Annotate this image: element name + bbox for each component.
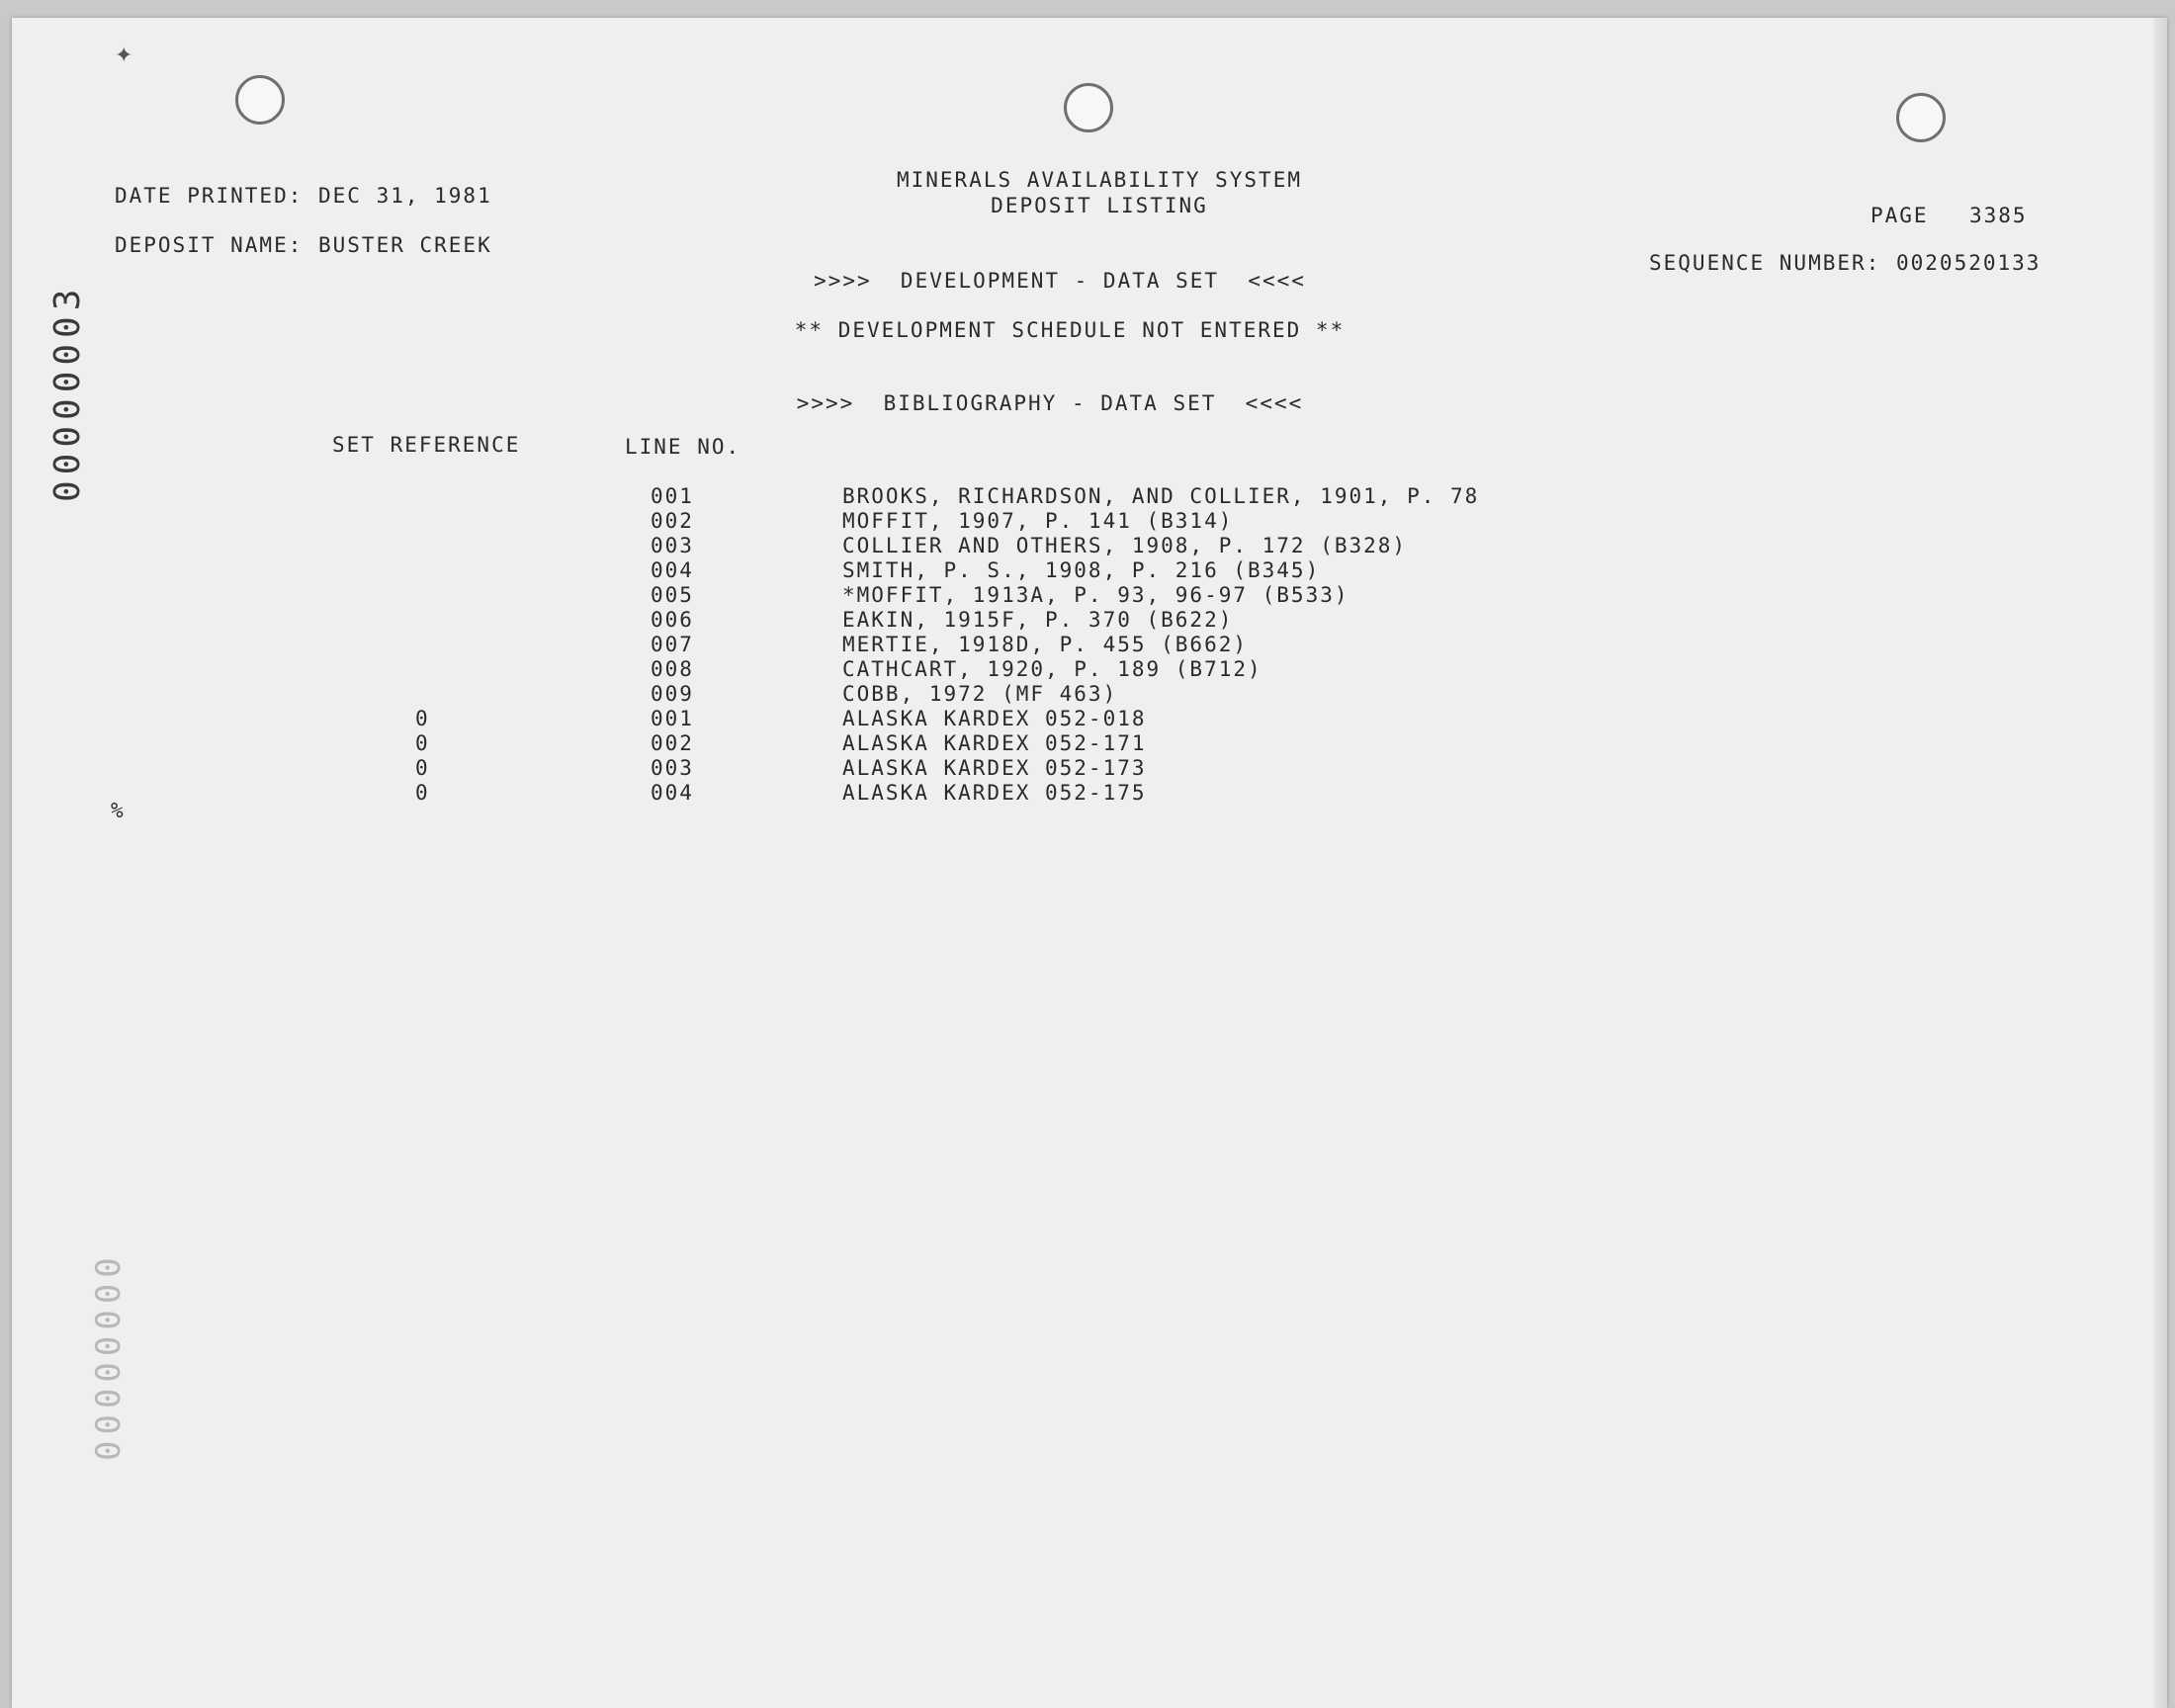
punch-hole-center <box>1064 83 1113 132</box>
set-reference-cell: 0 <box>415 707 430 730</box>
development-note: ** DEVELOPMENT SCHEDULE NOT ENTERED ** <box>794 318 1346 342</box>
table-row <box>12 733 1594 758</box>
sequence-number-label: SEQUENCE NUMBER: <box>1649 251 1881 275</box>
table-row <box>12 783 1594 808</box>
table-row <box>12 659 1594 684</box>
line-number-cell: 005 <box>651 583 694 607</box>
table-row <box>12 758 1594 783</box>
development-heading: >>>> DEVELOPMENT - DATA SET <<<< <box>814 269 1306 293</box>
table-row <box>12 536 1594 560</box>
table-row <box>12 635 1594 659</box>
table-row <box>12 585 1594 610</box>
set-reference-cell: 0 <box>415 781 430 805</box>
citation-cell: ALASKA KARDEX 052-018 <box>842 707 1147 730</box>
bibliography-heading: >>>> BIBLIOGRAPHY - DATA SET <<<< <box>796 391 1304 415</box>
citation-cell: COBB, 1972 (MF 463) <box>842 682 1118 706</box>
corner-mark: ✦ <box>115 43 133 68</box>
side-stamp: 00000003 <box>47 283 88 502</box>
set-reference-cell: 0 <box>415 756 430 780</box>
line-number-cell: 004 <box>651 781 694 805</box>
sequence-number-value: 0020520133 <box>1896 251 2042 275</box>
line-number-cell: 003 <box>651 756 694 780</box>
system-title: MINERALS AVAILABILITY SYSTEM <box>896 168 1302 192</box>
listing-title: DEPOSIT LISTING <box>991 194 1208 217</box>
side-stamp-faint: 00000000 <box>89 1251 129 1461</box>
citation-cell: CATHCART, 1920, P. 189 (B712) <box>842 657 1262 681</box>
date-printed-label: DATE PRINTED: <box>115 184 304 208</box>
paper-edge <box>2153 18 2167 1708</box>
punch-hole-left <box>235 75 285 125</box>
citation-cell: ALASKA KARDEX 052-175 <box>842 781 1147 805</box>
citation-cell: MERTIE, 1918D, P. 455 (B662) <box>842 633 1249 656</box>
citation-cell: ALASKA KARDEX 052-171 <box>842 731 1147 755</box>
deposit-name-value: BUSTER CREEK <box>318 233 492 257</box>
table-row <box>12 709 1594 733</box>
table-row <box>12 486 1594 511</box>
citation-cell: MOFFIT, 1907, P. 141 (B314) <box>842 509 1234 533</box>
line-number-cell: 002 <box>651 731 694 755</box>
page-label: PAGE <box>1870 204 1929 227</box>
line-number-cell: 001 <box>651 484 694 508</box>
set-reference-cell: 0 <box>415 731 430 755</box>
page-number: 3385 <box>1969 204 2028 227</box>
column-header-line-no: LINE NO. <box>625 435 741 459</box>
line-number-cell: 003 <box>651 534 694 557</box>
citation-cell: EAKIN, 1915F, P. 370 (B622) <box>842 608 1234 632</box>
table-row <box>12 610 1594 635</box>
column-header-set-reference: SET REFERENCE <box>332 433 521 457</box>
citation-cell: BROOKS, RICHARDSON, AND COLLIER, 1901, P. 78 <box>842 484 1480 508</box>
date-printed-value: DEC 31, 1981 <box>318 184 492 208</box>
deposit-name-label: DEPOSIT NAME: <box>115 233 304 257</box>
citation-cell: *MOFFIT, 1913A, P. 93, 96-97 (B533) <box>842 583 1349 607</box>
citation-cell: COLLIER AND OTHERS, 1908, P. 172 (B328) <box>842 534 1408 557</box>
punch-hole-right <box>1896 93 1946 142</box>
line-number-cell: 008 <box>651 657 694 681</box>
footer-mark: % <box>111 799 126 822</box>
line-number-cell: 007 <box>651 633 694 656</box>
line-number-cell: 009 <box>651 682 694 706</box>
table-row <box>12 511 1594 536</box>
table-row <box>12 684 1594 709</box>
table-row <box>12 560 1594 585</box>
line-number-cell: 001 <box>651 707 694 730</box>
line-number-cell: 002 <box>651 509 694 533</box>
line-number-cell: 006 <box>651 608 694 632</box>
citation-cell: ALASKA KARDEX 052-173 <box>842 756 1147 780</box>
printout-page <box>12 18 2167 1708</box>
line-number-cell: 004 <box>651 558 694 582</box>
citation-cell: SMITH, P. S., 1908, P. 216 (B345) <box>842 558 1321 582</box>
